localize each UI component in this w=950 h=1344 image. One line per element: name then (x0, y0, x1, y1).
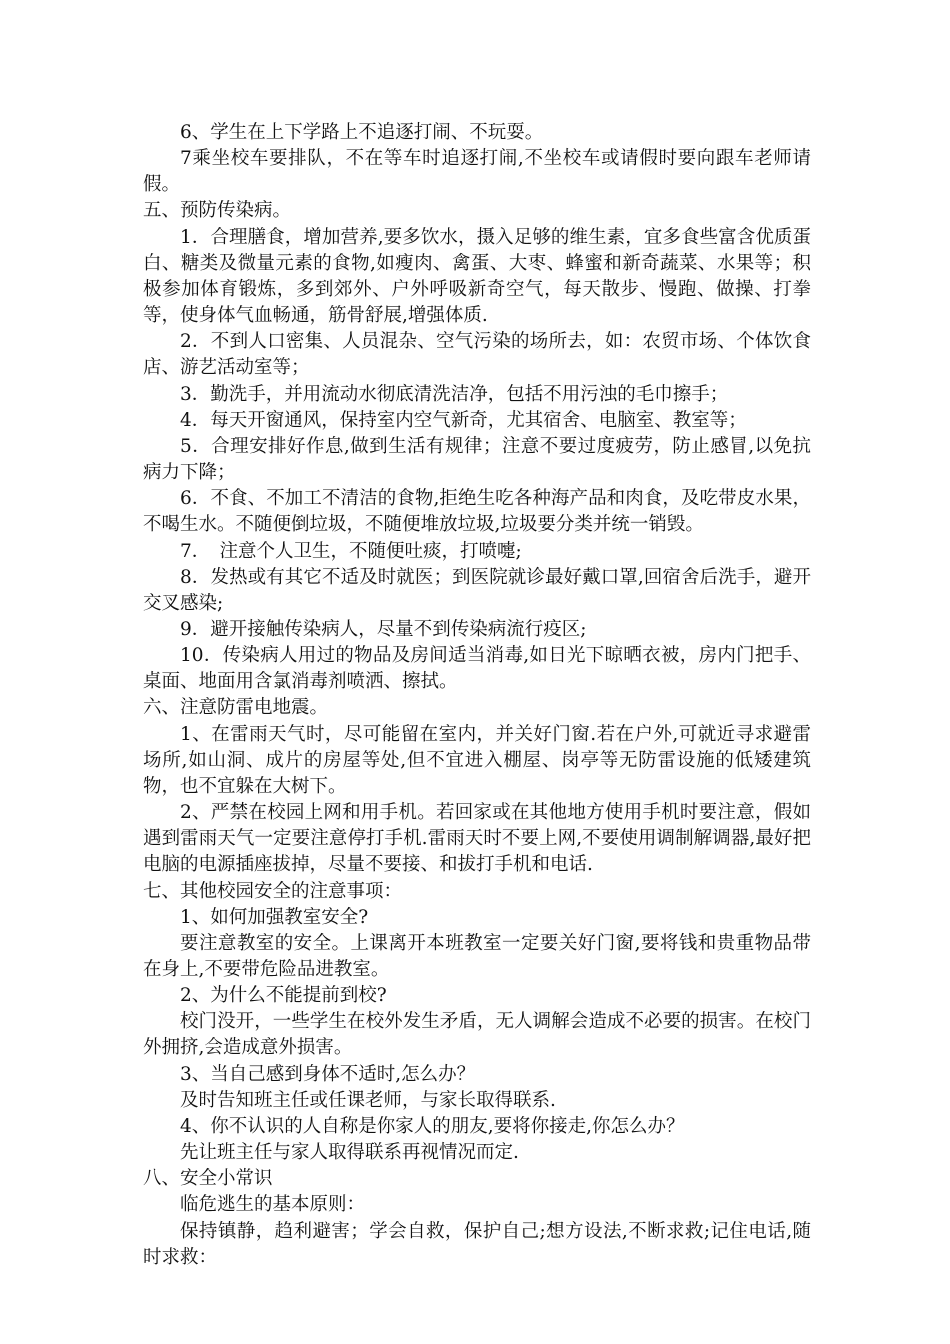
paragraph: 1．合理膳食，增加营养,要多饮水，摄入足够的维生素，宜多食些富含优质蛋白、糖类及微量元素的食物,如瘦肉、禽蛋、大枣、蜂蜜和新奇蔬菜、水果等；积极参加体育锻炼，多到郊外、户外呼吸新奇空气，每天散步、慢跑、做操、打拳等，使身体气血畅通，筋骨舒展,增强体质. (143, 226, 811, 327)
question: 4、你不认识的人自称是你家人的朋友,要将你接走,你怎么办？ (180, 1115, 685, 1137)
paragraph: 5．合理安排好作息,做到生活有规律；注意不要过度疲劳，防止感冒,以免抗病力下降； (143, 435, 811, 484)
paragraph: 4．每天开窗通风，保持室内空气新奇，尤其宿舍、电脑室、教室等； (180, 409, 747, 431)
paragraph: 3．勤洗手，并用流动水彻底清洗洁净，包括不用污浊的毛巾擦手； (180, 383, 729, 405)
answer: 校门没开，一些学生在校外发生矛盾，无人调解会造成不必要的损害。在校门外拥挤,会造成意外损害。 (143, 1011, 811, 1059)
section-heading: 七、其他校园安全的注意事项： (143, 880, 403, 902)
section-heading: 六、注意防雷电地震。 (143, 697, 329, 719)
paragraph: 2．不到人口密集、人员混杂、空气污染的场所去，如：农贸市场、个体饮食店、游艺活动室等； (143, 331, 811, 379)
paragraph: 1、在雷雨天气时，尽可能留在室内，并关好门窗.若在户外,可就近寻求避雷场所,如山洞、成片的房屋等处,但不宜进入棚屋、岗亭等无防雷设施的低矮建筑物，也不宜躲在大树下。 (143, 723, 811, 797)
paragraph: 6、学生在上下学路上不追逐打闹、不玩耍。 (180, 122, 544, 143)
question: 2、为什么不能提前到校? (180, 985, 387, 1007)
answer: 要注意教室的安全。上课离开本班教室一定要关好门窗,要将钱和贵重物品带在身上,不要带危险品进教室。 (143, 932, 811, 980)
document-page (143, 120, 811, 1271)
paragraph: 保持镇静，趋利避害；学会自救，保护自己;想方设法,不断求救;记住电话,随时求救： (143, 1220, 811, 1268)
question: 3、当自己感到身体不适时,怎么办？ (180, 1063, 476, 1085)
paragraph: 6．不食、不加工不清洁的食物,拒绝生吃各种海产品和肉食，及吃带皮水果，不喝生水。不随便倒垃圾，不随便堆放垃圾,垃圾要分类并统一销毁。 (143, 488, 811, 536)
section-heading: 五、预防传染病。 (143, 200, 292, 222)
answer: 及时告知班主任或任课老师，与家长取得联系. (180, 1089, 556, 1111)
paragraph: 2、严禁在校园上网和用手机。若回家或在其他地方使用手机时要注意，假如遇到雷雨天气一定要注意停打手机.雷雨天时不要上网,不要使用调制解调器,最好把电脑的电源插座拔掉，尽量不要接、和拔打手机和电话. (143, 802, 811, 876)
question: 1、如何加强教室安全? (180, 906, 369, 928)
paragraph: 临危逃生的基本原则： (180, 1194, 366, 1216)
paragraph: 7乘坐校车要排队，不在等车时追逐打闹,不坐校车或请假时要向跟车老师请假。 (143, 148, 811, 196)
answer: 先让班主任与家人取得联系再视情况而定. (180, 1142, 519, 1164)
paragraph: 10．传染病人用过的物品及房间适当消毒,如日光下晾晒衣被，房内门把手、桌面、地面用含氯消毒剂喷洒、擦拭。 (143, 645, 811, 693)
paragraph: 7． 注意个人卫生，不随便吐痰，打喷嚏; (180, 540, 522, 562)
paragraph: 9．避开接触传染病人，尽量不到传染病流行疫区; (180, 618, 587, 640)
section-heading: 八、安全小常识 (143, 1168, 273, 1190)
paragraph: 8．发热或有其它不适及时就医；到医院就诊最好戴口罩,回宿舍后洗手，避开交叉感染; (143, 566, 811, 614)
